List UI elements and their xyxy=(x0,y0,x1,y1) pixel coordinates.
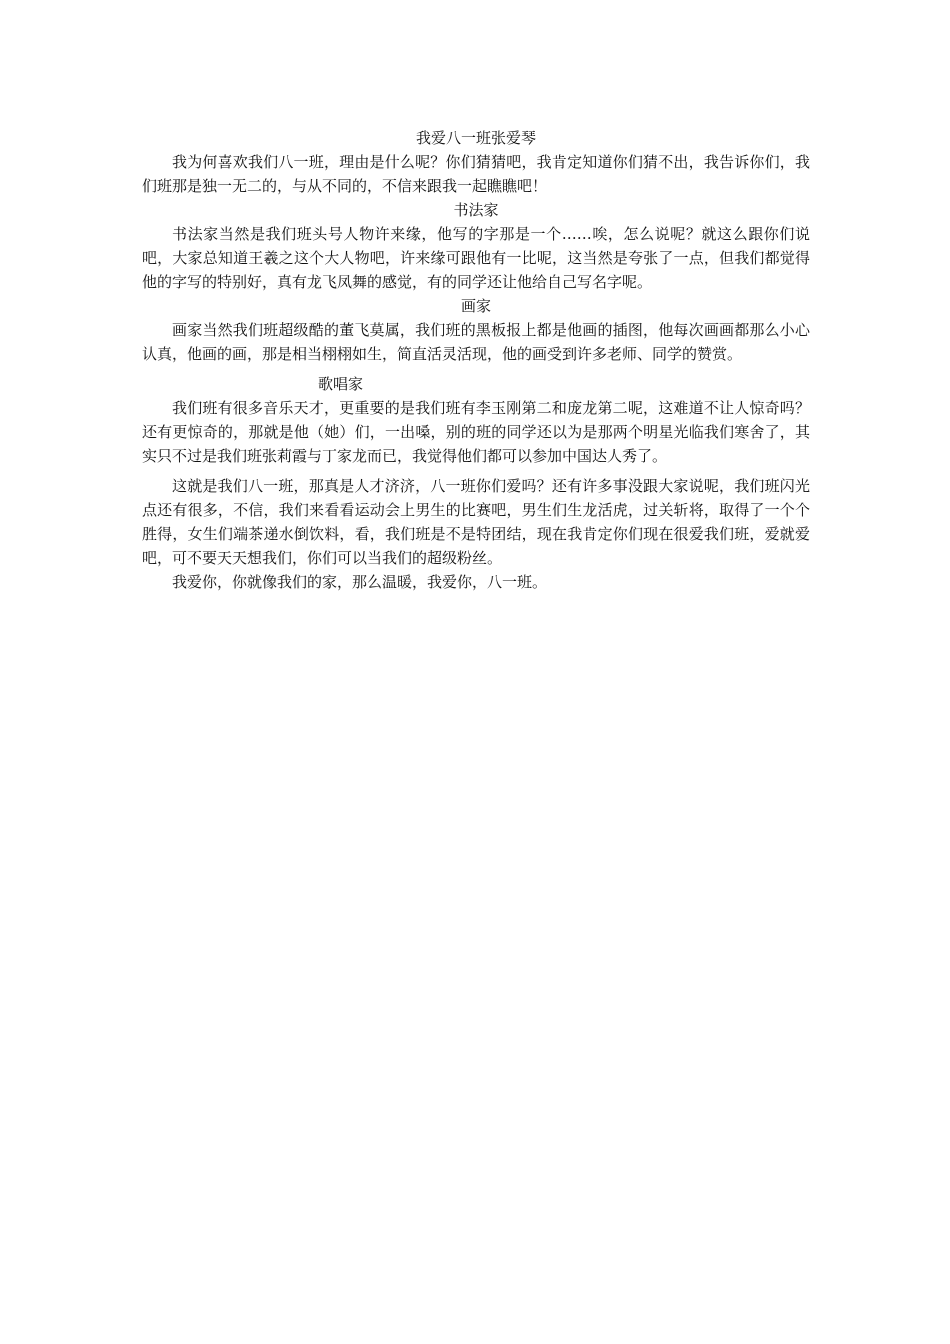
section-text-singer: 我们班有很多音乐天才，更重要的是我们班有李玉刚第二和庞龙第二呢，这难道不让人惊奇吗？还有更惊奇的，那就是他（她）们，一出嗓，别的班的同学还以为是那两个明星光临我们寒舍了，其实只不过是我们班张莉霞与丁家龙而已，我觉得他们都可以参加中国达人秀了。 xyxy=(142,399,810,465)
section-heading-calligrapher: 书法家 xyxy=(453,201,499,219)
document-body xyxy=(142,126,810,594)
section-text-painter: 画家当然我们班超级酷的董飞莫属，我们班的黑板报上都是他画的插图，他每次画画都那么小心认真，他画的画，那是相当栩栩如生，简直活灵活现，他的画受到许多老师、同学的赞赏。 xyxy=(142,321,810,363)
section-heading-painter: 画家 xyxy=(460,297,491,315)
section-text-calligrapher: 书法家当然是我们班头号人物许来缘，他写的字那是一个……唉，怎么说呢？就这么跟你们说吧，大家总知道王羲之这个大人物吧，许来缘可跟他有一比呢，这当然是夸张了一点，但我们都觉得他的字写的特别好，真有龙飞凤舞的感觉，有的同学还让他给自己写名字呢。 xyxy=(142,225,810,291)
section-heading-singer: 歌唱家 xyxy=(318,375,364,393)
closing-paragraph: 我爱你，你就像我们的家，那么温暖，我爱你，八一班。 xyxy=(172,573,548,591)
document-title: 我爱八一班张爱琴 xyxy=(415,129,536,147)
intro-paragraph: 我为何喜欢我们八一班，理由是什么呢？你们猜猜吧，我肯定知道你们猜不出，我告诉你们，我们班那是独一无二的，与从不同的，不信来跟我一起瞧瞧吧！ xyxy=(142,153,810,195)
conclusion-paragraph: 这就是我们八一班，那真是人才济济，八一班你们爱吗？还有许多事没跟大家说呢，我们班闪光点还有很多，不信，我们来看看运动会上男生的比赛吧，男生们生龙活虎，过关斩将，取得了一个个胜得，女生们端茶递水倒饮料，看，我们班是不是特团结，现在我肯定你们现在很爱我们班，爱就爱吧，可不要天天想我们，你们可以当我们的超级粉丝。 xyxy=(142,477,810,567)
